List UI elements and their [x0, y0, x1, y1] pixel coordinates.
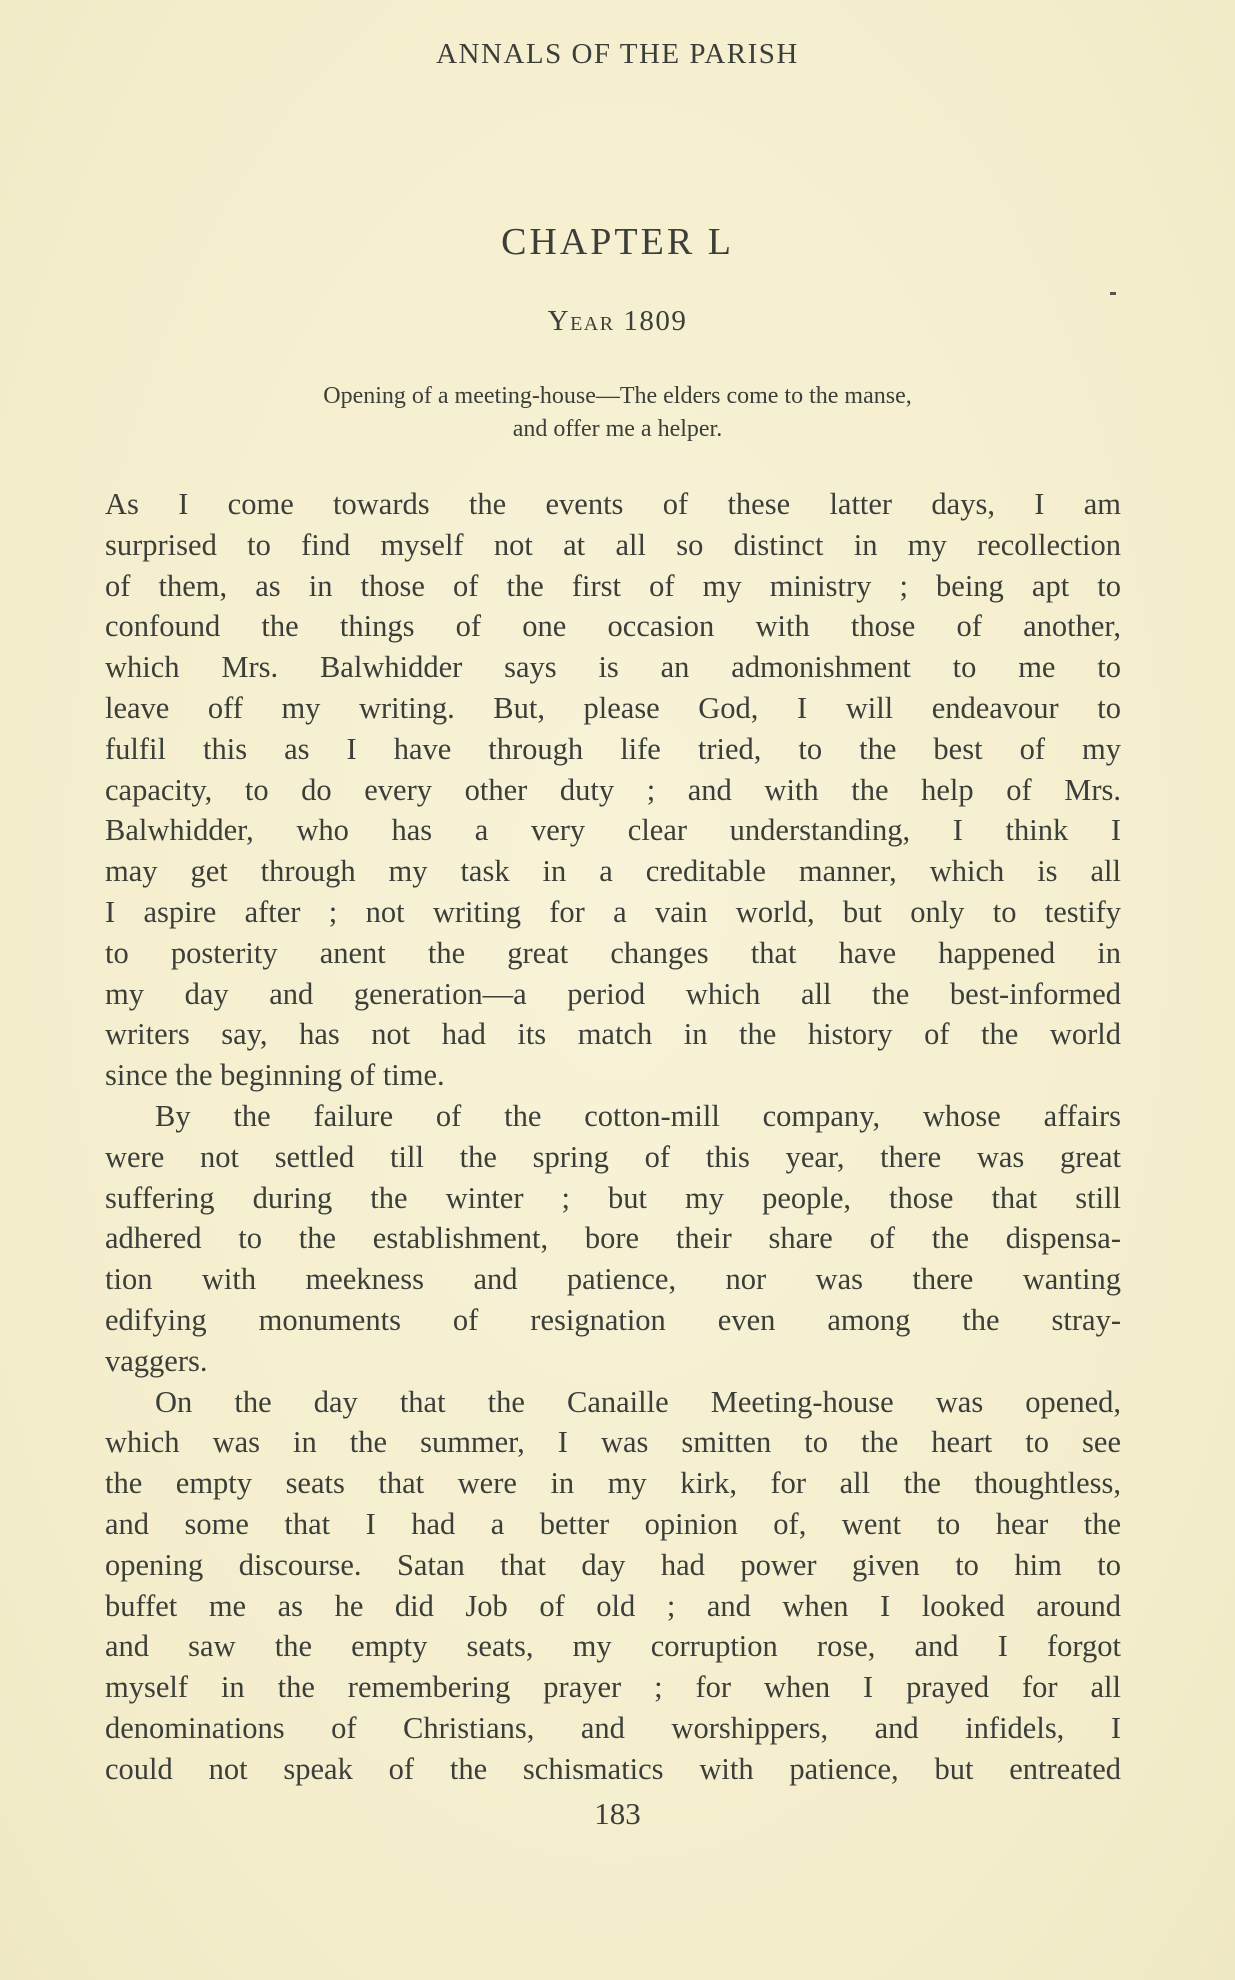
text-line: By the failure of the cotton-mill company, whose affairs	[155, 1098, 1121, 1133]
text-line: could not speak of the schismatics with patience, but entreated	[105, 1751, 1121, 1786]
text-line: denominations of Christians, and worshippers, and infidels, I	[105, 1710, 1121, 1745]
text-line: the empty seats that were in my kirk, for all the thoughtless,	[105, 1466, 1121, 1501]
text-line: since the beginning of time.	[105, 1058, 445, 1093]
year-heading: Year 1809	[547, 305, 688, 337]
summary-line: Opening of a meeting-house—The elders come to the manse,	[323, 383, 912, 409]
text-line: As I come towards the events of these latter days, I am	[105, 487, 1121, 521]
summary-line: and offer me a helper.	[512, 416, 723, 442]
running-head: ANNALS OF THE PARISH	[436, 38, 799, 70]
text-line: I aspire after ; not writing for a vain world, but only to testify	[105, 894, 1121, 929]
text-line: myself in the remembering prayer ; for when I prayed for all	[105, 1670, 1121, 1705]
text-line: edifying monuments of resignation even among the stray-	[105, 1302, 1121, 1337]
chapter-summary	[0, 380, 1235, 446]
text-line: to posterity anent the great changes that have happened in	[105, 935, 1121, 970]
text-line: Balwhidder, who has a very clear understanding, I think I	[105, 813, 1121, 848]
text-line: leave off my writing. But, please God, I will endeavour to	[105, 690, 1121, 725]
text-line: were not settled till the spring of this year, there was great	[105, 1139, 1121, 1174]
page-number: 183	[594, 1796, 641, 1831]
text-line: buffet me as he did Job of old ; and when I looked around	[105, 1588, 1121, 1623]
text-line: On the day that the Canaille Meeting-house was opened,	[155, 1384, 1121, 1419]
text-line: adhered to the establishment, bore their share of the dispensa-	[105, 1221, 1121, 1256]
text-line: opening discourse. Satan that day had power given to him to	[105, 1547, 1121, 1582]
text-line: capacity, to do every other duty ; and with the help of Mrs.	[105, 772, 1121, 807]
text-line: and some that I had a better opinion of, went to hear the	[105, 1506, 1121, 1541]
text-line: surprised to find myself not at all so distinct in my recollection	[105, 527, 1121, 562]
text-line: confound the things of one occasion with those of another,	[105, 609, 1121, 644]
text-line: my day and generation—a period which all the best-informed	[105, 976, 1121, 1011]
body-text	[105, 484, 1121, 1790]
text-line: fulfil this as I have through life tried, to the best of my	[105, 731, 1121, 766]
text-line: which was in the summer, I was smitten to the heart to see	[105, 1425, 1121, 1460]
text-line: which Mrs. Balwhidder says is an admonishment to me to	[105, 650, 1121, 685]
text-line: suffering during the winter ; but my people, those that still	[105, 1180, 1121, 1215]
text-line: and saw the empty seats, my corruption rose, and I forgot	[105, 1629, 1121, 1664]
text-line: tion with meekness and patience, nor was there wanting	[105, 1262, 1121, 1297]
chapter-title: CHAPTER L	[501, 221, 734, 263]
print-mark	[1110, 292, 1116, 295]
text-line: vaggers.	[105, 1343, 208, 1378]
text-line: of them, as in those of the first of my ministry ; being apt to	[105, 568, 1121, 603]
text-line: writers say, has not had its match in the history of the world	[105, 1017, 1121, 1052]
text-line: may get through my task in a creditable manner, which is all	[105, 854, 1121, 889]
